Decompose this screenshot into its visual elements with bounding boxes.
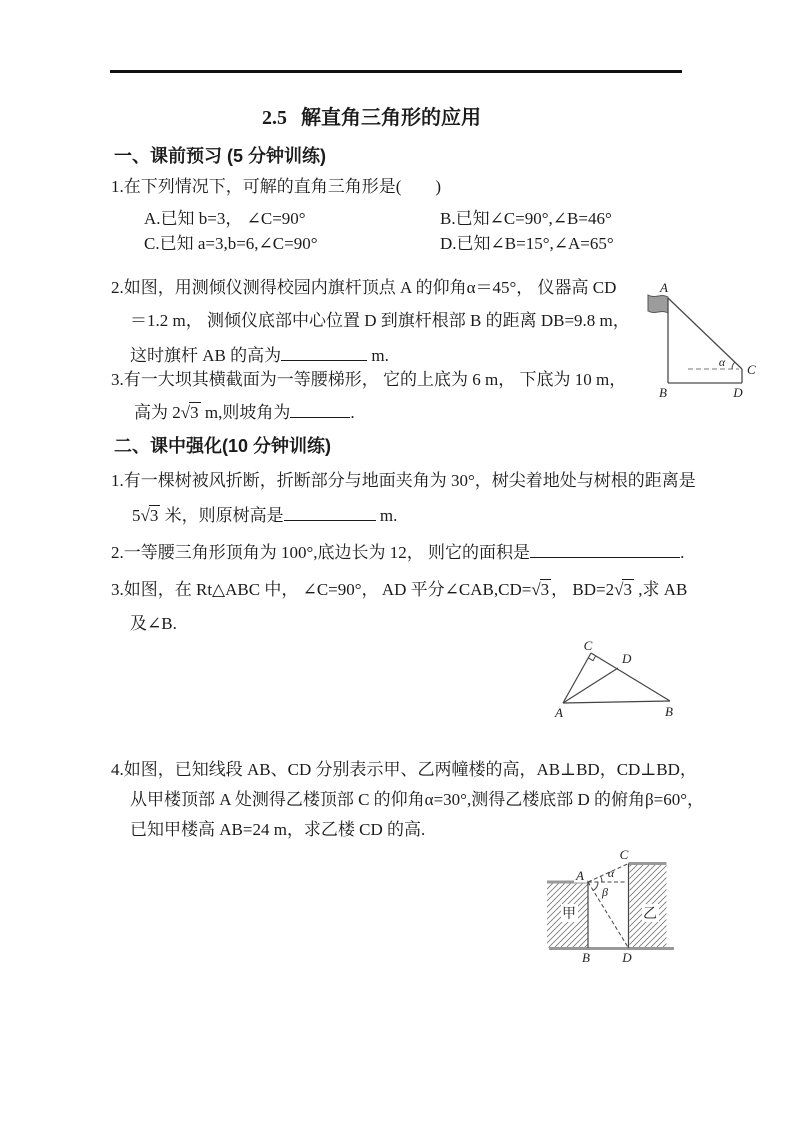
s1-q3-line2-pre: 高为 2	[134, 403, 181, 422]
s2-q3-line1-pre: 3.如图，在 Rt△ABC 中， ∠C=90°， AD 平分∠CAB,CD=	[111, 580, 532, 599]
angle-beta-label: β	[602, 885, 608, 899]
sqrt-sign: √	[614, 580, 623, 599]
angle-alpha-arc	[732, 362, 735, 369]
s2-q2-line	[111, 540, 684, 563]
answer-blank	[530, 540, 680, 558]
point-A-label: A	[660, 280, 668, 295]
figure-flagpole	[638, 280, 783, 408]
s1-q3-line1: 3.有一大坝其横截面为一等腰梯形， 它的上底为 6 m， 下底为 10 m，	[111, 370, 627, 389]
s1-q2-line2: ＝1.2 m， 测倾仪底部中心位置 D 到旗杆根部 B 的距离 DB=9.8 m，	[130, 311, 630, 330]
angle-alpha-arc	[601, 876, 602, 882]
point-B-label: B	[582, 950, 590, 965]
s2-q3-line1	[111, 579, 687, 600]
sqrt-expression	[181, 402, 201, 422]
s1-q2-line3-text: 这时旗杆 AB 的高为	[130, 346, 282, 365]
section1-heading: 一、课前预习 (5 分钟训练)	[114, 146, 326, 166]
side-AB	[563, 701, 670, 703]
sqrt-sign: √	[180, 403, 190, 422]
figure-triangle	[548, 641, 703, 723]
s1-q3-line2-mid: m,则坡角为	[200, 403, 291, 422]
s1-q2-line3	[130, 343, 389, 366]
s2-q2-text: 2.一等腰三角形顶角为 100°,底边长为 12， 则它的面积是	[111, 543, 531, 562]
sightline-AC	[668, 298, 742, 369]
s2-q1-line2	[132, 503, 397, 526]
sqrt-radicand: 3	[623, 580, 632, 599]
point-B-label: B	[665, 704, 673, 719]
s2-q4-line1: 4.如图，已知线段 AB、CD 分别表示甲、乙两幢楼的高，AB⊥BD，CD⊥BD，	[111, 760, 697, 779]
sqrt-expression	[614, 579, 634, 599]
point-D-label: D	[733, 385, 743, 400]
s1-q3-line2-period: .	[350, 403, 355, 422]
s2-q1-line1: 1.有一棵树被风折断，折断部分与地面夹角为 30°，树尖着地处与树根的距离是	[111, 471, 696, 490]
s2-q3-line1-post: ,求 AB	[633, 580, 688, 599]
header-rule	[110, 70, 682, 73]
sqrt-radicand: 3	[540, 580, 550, 599]
point-A-label: A	[576, 868, 584, 883]
sightline-AD	[588, 882, 629, 948]
s1-q3-line2	[134, 400, 355, 423]
point-D-label: D	[622, 950, 632, 965]
point-D-label: D	[622, 651, 632, 666]
page-title	[262, 101, 481, 130]
left-building-label: 甲	[562, 907, 576, 922]
right-building-label: 乙	[643, 907, 657, 922]
side-AC	[563, 653, 591, 703]
sqrt-sign: √	[531, 580, 540, 599]
s1-q2-line3-unit: m.	[367, 346, 389, 365]
answer-blank	[281, 343, 367, 361]
sqrt-radicand: 3	[190, 403, 199, 422]
figure-buildings	[545, 843, 705, 980]
flag-icon	[648, 295, 668, 313]
s1-q1-option-b: B.已知∠C=90°,∠B=46°	[440, 209, 612, 228]
point-B-label: B	[659, 385, 667, 400]
point-C-label: C	[619, 847, 629, 862]
point-C-label: C	[583, 641, 593, 653]
sqrt-expression	[141, 505, 161, 525]
s2-q4-line2: 从甲楼顶部 A 处测得乙楼顶部 C 的仰角α=30°,测得乙楼底部 D 的俯角β=60°，	[130, 790, 705, 809]
section2-heading: 二、课中强化(10 分钟训练)	[114, 436, 332, 456]
s1-q1-stem: 1.在下列情况下，可解的直角三角形是( )	[111, 177, 442, 196]
angle-alpha-label: α	[718, 355, 726, 369]
s2-q4-line3: 已知甲楼高 AB=24 m，求乙楼 CD 的高.	[130, 820, 426, 839]
s2-q1-line2-mid: 米，则原树高是	[160, 506, 284, 525]
title-text: 解直角三角形的应用	[301, 107, 481, 129]
s1-q1-option-c: C.已知 a=3,b=6,∠C=90°	[144, 234, 318, 253]
s2-q3-line1-mid: ， BD=2	[551, 580, 615, 599]
angle-alpha-label: α	[607, 866, 615, 880]
sqrt-sign: √	[140, 506, 149, 525]
point-C-label: C	[747, 362, 756, 377]
bisector-AD	[563, 668, 618, 703]
s1-q1-option-d: D.已知∠B=15°,∠A=65°	[440, 234, 614, 253]
angle-beta-arc	[593, 882, 598, 891]
s2-q2-period: .	[680, 543, 685, 562]
s2-q1-line2-unit: m.	[375, 506, 398, 525]
answer-blank	[290, 400, 350, 418]
s1-q2-line1: 2.如图，用测倾仪测得校园内旗杆顶点 A 的仰角α＝45°， 仪器高 CD	[111, 278, 617, 297]
point-A-label: A	[555, 705, 563, 720]
answer-blank	[284, 503, 376, 521]
sqrt-expression	[531, 579, 551, 599]
sqrt-radicand: 3	[149, 506, 159, 525]
title-number: 2.5	[262, 107, 287, 129]
s2-q1-coef: 5	[132, 506, 141, 525]
s1-q1-option-a: A.已知 b=3， ∠C=90°	[144, 209, 306, 228]
s2-q3-line2: 及∠B.	[130, 614, 177, 633]
